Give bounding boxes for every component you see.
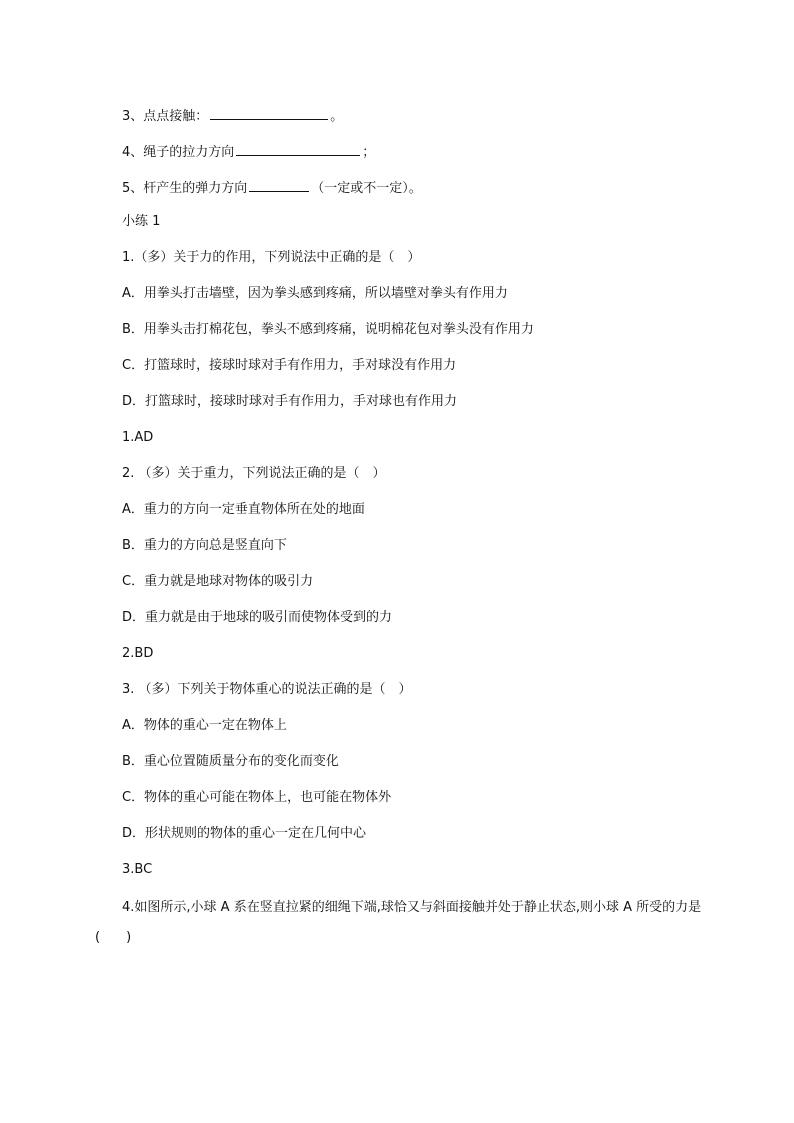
question-3-option-d: D．形状规则的物体的重心一定在几何中心: [122, 826, 367, 841]
question-1-option-d: D．打篮球时，接球时球对手有作用力，手对球也有作用力: [122, 394, 458, 409]
question-3-option-c: C．物体的重心可能在物体上，也可能在物体外: [122, 790, 392, 805]
question-2-stem: 2. （多）关于重力，下列说法正确的是（ ）: [122, 466, 386, 481]
question-4-text: 4.如图所示,小球 A 系在竖直拉紧的细绳下端,球恰又与斜面接触并处于静止状态,则小球 A 所受的力是( ): [95, 900, 702, 945]
question-2-option-b: B．重力的方向总是竖直向下: [122, 538, 287, 553]
q3-text: 3、点点接触：: [122, 109, 209, 124]
question-1-stem: 1.（多）关于力的作用，下列说法中正确的是（ ）: [122, 250, 421, 265]
fill-blank-q3: [122, 106, 343, 125]
q5-text: 5、杆产生的弹力方向: [122, 181, 248, 196]
fill-blank-q5: [122, 178, 422, 197]
q3-end: 。: [330, 109, 344, 124]
q4-end: ；: [362, 145, 376, 160]
question-3-option-a: A．物体的重心一定在物体上: [122, 718, 287, 733]
question-2-answer: 2.BD: [122, 646, 154, 661]
question-1-option-b: B．用拳头击打棉花包，拳头不感到疼痛，说明棉花包对拳头没有作用力: [122, 322, 534, 337]
question-2-option-c: C．重力就是地球对物体的吸引力: [122, 574, 314, 589]
q4-text: 4、绳子的拉力方向: [122, 145, 235, 160]
question-1-option-a: A．用拳头打击墙壁，因为拳头感到疼痛，所以墙壁对拳头有作用力: [122, 286, 508, 301]
question-3-option-b: B．重心位置随质量分布的变化而变化: [122, 754, 339, 769]
question-2-option-d: D．重力就是由于地球的吸引而使物体受到的力: [122, 610, 393, 625]
q3-blank: [210, 106, 328, 120]
section-title: 小练 1: [122, 214, 161, 229]
q5-end: （一定或不一定）。: [311, 181, 422, 196]
q4-blank: [236, 142, 360, 156]
question-2-option-a: A．重力的方向一定垂直物体所在处的地面: [122, 502, 365, 517]
fill-blank-q4: [122, 142, 375, 161]
question-1-option-c: C．打篮球时，接球时球对手有作用力，手对球没有作用力: [122, 358, 457, 373]
question-1-answer: 1.AD: [122, 430, 154, 445]
question-3-stem: 3. （多）下列关于物体重心的说法正确的是（ ）: [122, 682, 412, 697]
question-3-answer: 3.BC: [122, 862, 153, 877]
q5-blank: [249, 178, 309, 192]
